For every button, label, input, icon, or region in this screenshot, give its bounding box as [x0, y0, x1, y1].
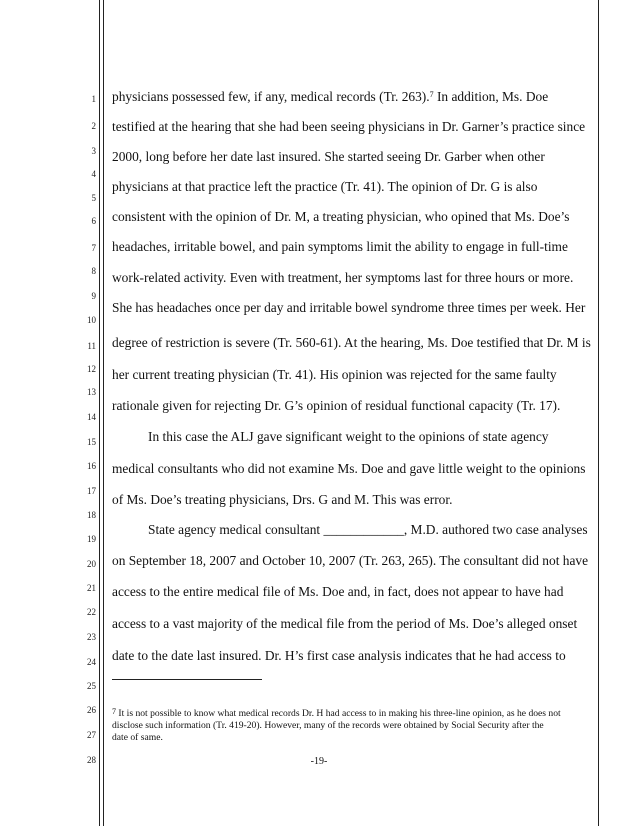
line-number: 23 [87, 632, 96, 642]
line-number: 22 [87, 607, 96, 617]
text-line: 2000, long before her date last insured. She started seeing Dr. Garber when other [112, 149, 545, 164]
left-margin-rule-inner [103, 0, 104, 826]
line-number: 1 [91, 94, 96, 104]
line-number: 28 [87, 755, 96, 765]
line-number: 15 [87, 437, 96, 447]
text-line: access to the entire medical file of Ms. Doe and, in fact, does not appear to have had [112, 584, 564, 599]
line-number: 17 [87, 486, 96, 496]
footnote-line: disclose such information (Tr. 419-20). However, many of the records were obtained by Social Security after the [112, 720, 544, 731]
page-number: -19- [310, 756, 328, 767]
text-line [112, 89, 548, 105]
line-number: 26 [87, 705, 96, 715]
line-number: 12 [87, 364, 96, 374]
line-number: 21 [87, 583, 96, 593]
line-number: 19 [87, 534, 96, 544]
text-line: State agency medical consultant ____________, M.D. authored two case analyses [148, 522, 588, 537]
line-number: 24 [87, 657, 96, 667]
text-line: rationale given for rejecting Dr. G’s opinion of residual functional capacity (Tr. 17). [112, 398, 561, 413]
text-line: physicians at that practice left the practice (Tr. 41). The opinion of Dr. G is also [112, 179, 538, 194]
text-line: She has headaches once per day and irritable bowel syndrome three times per week. Her [112, 300, 586, 315]
line-number: 20 [87, 559, 96, 569]
text-line: date to the date last insured. Dr. H’s first case analysis indicates that he had access to [112, 648, 566, 663]
line-number: 16 [87, 461, 96, 471]
footnote-reference: 7 [429, 90, 434, 99]
footnote-line [112, 708, 561, 720]
left-margin-rule [99, 0, 100, 826]
text-line: In this case the ALJ gave significant weight to the opinions of state agency [148, 429, 549, 444]
line-number: 3 [91, 146, 96, 156]
line-number: 14 [87, 412, 96, 422]
text-line: of Ms. Doe’s treating physicians, Drs. G and M. This was error. [112, 492, 453, 507]
footnote-marker: 7 [112, 707, 116, 716]
text-line-tail: In addition, Ms. Doe [433, 89, 549, 104]
line-number: 27 [87, 730, 96, 740]
right-margin-rule [598, 0, 599, 826]
footnote-separator [112, 679, 262, 680]
text-line: consistent with the opinion of Dr. M, a treating physician, who opined that Ms. Doe’s [112, 209, 570, 224]
footnote-line: date of same. [112, 732, 163, 743]
text-line: on September 18, 2007 and October 10, 2007 (Tr. 263, 265). The consultant did not have [112, 553, 589, 568]
line-number: 18 [87, 510, 96, 520]
text-line: access to a vast majority of the medical file from the period of Ms. Doe’s alleged onset [112, 616, 578, 631]
text-line: degree of restriction is severe (Tr. 560-61). At the hearing, Ms. Doe testified that Dr. M is [112, 335, 591, 350]
line-number: 6 [91, 216, 96, 226]
text-line: headaches, irritable bowel, and pain symptoms limit the ability to engage in full-time [112, 239, 568, 254]
footnote-text: It is not possible to know what medical records Dr. H had access to in making his three-line opinion, as he does not [116, 708, 561, 719]
line-number: 7 [91, 243, 96, 253]
line-number: 2 [91, 121, 96, 131]
text-line: her current treating physician (Tr. 41). His opinion was rejected for the same faulty [112, 367, 557, 382]
text-line: medical consultants who did not examine Ms. Doe and gave little weight to the opinions [112, 461, 586, 476]
line-number: 13 [87, 387, 96, 397]
text-line-content: physicians possessed few, if any, medical records (Tr. 263). [112, 89, 430, 104]
text-line: testified at the hearing that she had been seeing physicians in Dr. Garner’s practice since [112, 119, 586, 134]
line-number: 11 [87, 341, 96, 351]
line-number: 8 [91, 266, 96, 276]
line-number: 10 [87, 315, 96, 325]
line-number: 5 [91, 193, 96, 203]
line-number: 9 [91, 291, 96, 301]
text-line: work-related activity. Even with treatment, her symptoms last for three hours or more. [112, 270, 574, 285]
line-number: 4 [91, 169, 96, 179]
line-number: 25 [87, 681, 96, 691]
